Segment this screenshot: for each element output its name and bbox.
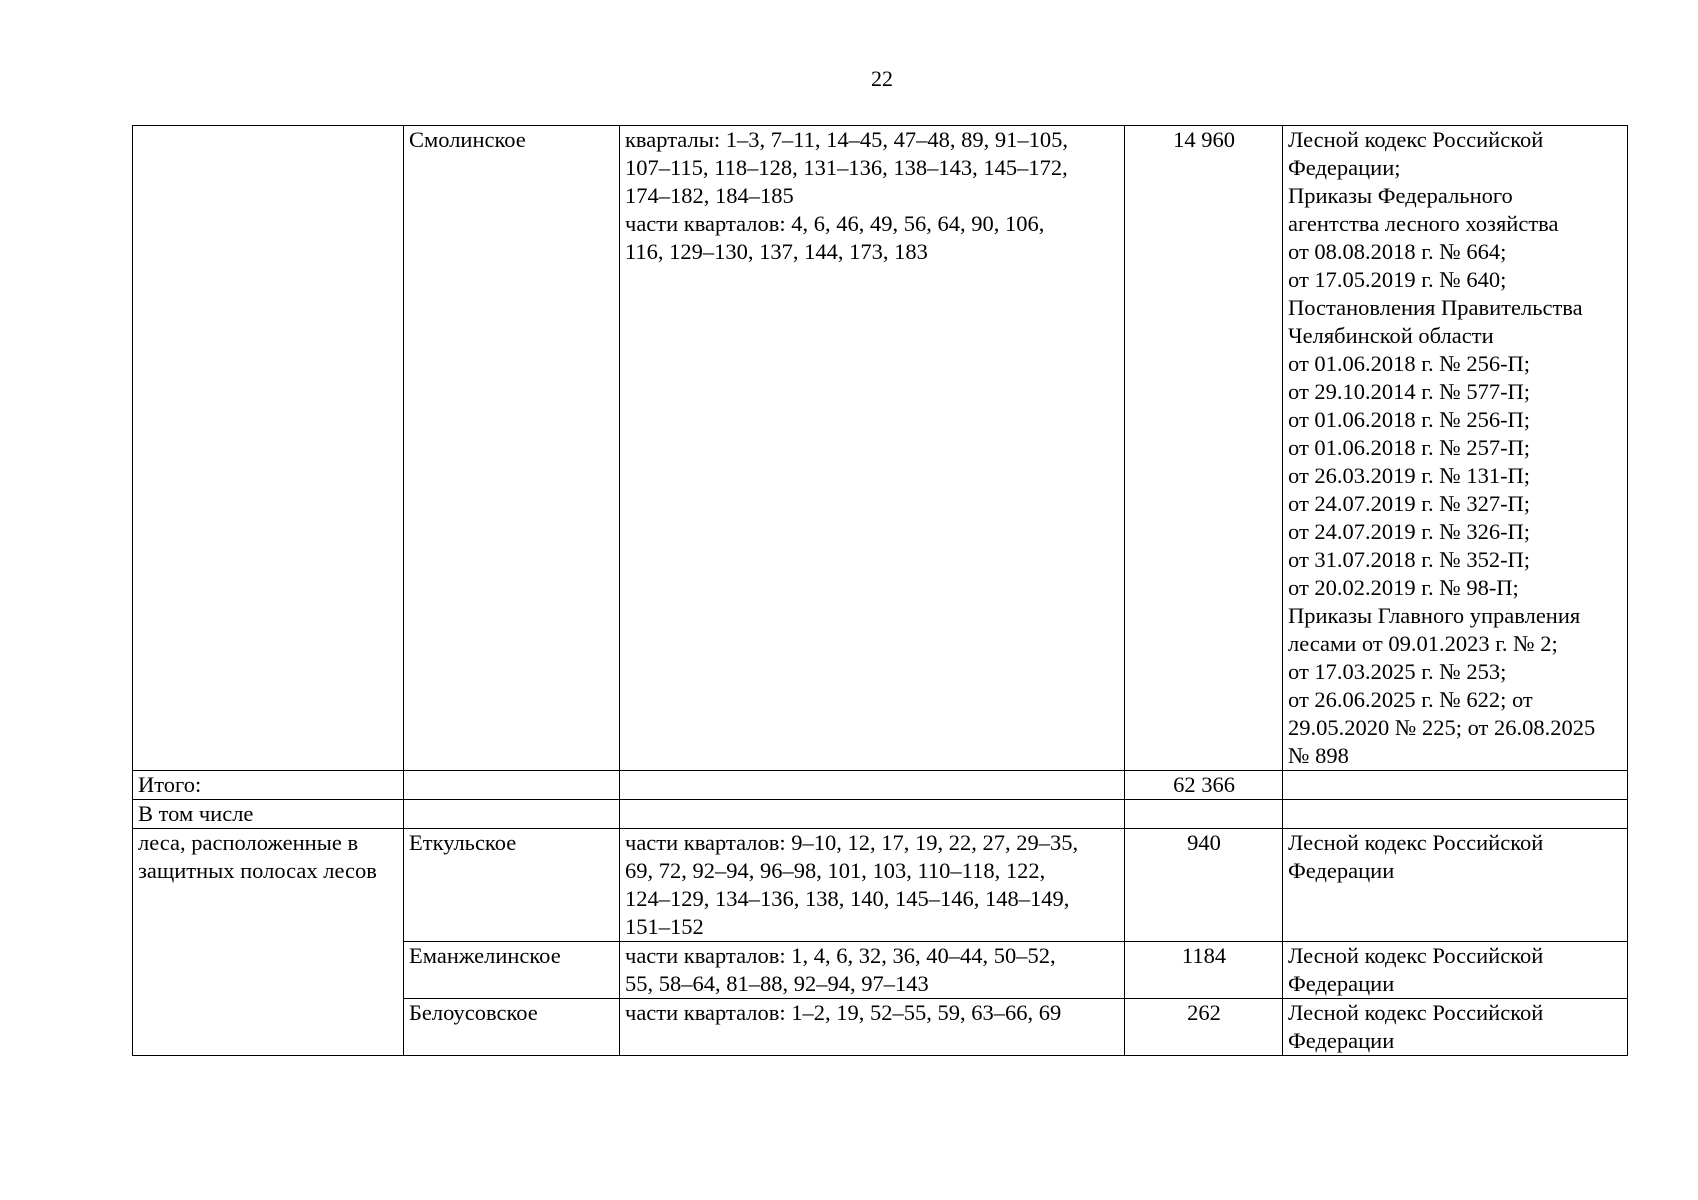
quarters-line: 124–129, 134–136, 138, 140, 145–146, 148–149, (625, 886, 1070, 911)
basis-line: от 01.06.2018 г. № 256-П; (1288, 351, 1531, 376)
basis-line: Лесной кодекс Российской (1288, 1000, 1544, 1025)
basis-line: 29.05.2020 № 225; от 26.08.2025 (1288, 715, 1596, 740)
forestry-cell: Еткульское (404, 829, 620, 942)
empty-cell (404, 771, 620, 800)
basis-line: Лесной кодекс Российской (1288, 127, 1544, 152)
basis-line: Федерации (1288, 1028, 1395, 1053)
basis-line: от 20.02.2019 г. № 98-П; (1288, 575, 1519, 600)
basis-line: агентства лесного хозяйства (1288, 211, 1559, 236)
basis-cell (1283, 999, 1628, 1056)
basis-line: от 01.06.2018 г. № 256-П; (1288, 407, 1531, 432)
quarters-line: части кварталов: 1, 4, 6, 32, 36, 40–44, 50–52, (625, 943, 1056, 968)
area-cell: 940 (1125, 829, 1283, 942)
quarters-line: 151–152 (625, 914, 704, 939)
area-cell: 262 (1125, 999, 1283, 1056)
basis-line: от 08.08.2018 г. № 664; (1288, 239, 1507, 264)
basis-line: Федерации (1288, 971, 1395, 996)
basis-line: Приказы Федерального (1288, 183, 1513, 208)
quarters-line: части кварталов: 9–10, 12, 17, 19, 22, 27, 29–35, (625, 830, 1079, 855)
basis-line: Постановления Правительства (1288, 295, 1583, 320)
quarters-line: 69, 72, 92–94, 96–98, 101, 103, 110–118, 122, (625, 858, 1046, 883)
quarters-cell (620, 999, 1125, 1056)
basis-line: от 26.06.2025 г. № 622; от (1288, 687, 1533, 712)
basis-line: от 24.07.2019 г. № 326-П; (1288, 519, 1531, 544)
table-row-total (133, 771, 1628, 800)
empty-cell (1283, 800, 1628, 829)
total-area: 62 366 (1125, 771, 1283, 800)
table-row-smolinskoe (133, 126, 1628, 771)
forest-table (132, 125, 1628, 1056)
quarters-line: части кварталов: 4, 6, 46, 49, 56, 64, 90, 106, (625, 211, 1045, 236)
forestry-cell: Белоусовское (404, 999, 620, 1056)
quarters-cell (620, 829, 1125, 942)
quarters-cell (620, 942, 1125, 999)
forestry-cell: Еманжелинское (404, 942, 620, 999)
quarters-line: 174–182, 184–185 (625, 183, 794, 208)
page-number: 22 (871, 66, 893, 91)
basis-line: от 29.10.2014 г. № 577-П; (1288, 379, 1531, 404)
basis-line: Федерации; (1288, 155, 1401, 180)
basis-line: Лесной кодекс Российской (1288, 943, 1544, 968)
table-row-etkulskoe (133, 829, 1628, 942)
quarters-line: 116, 129–130, 137, 144, 173, 183 (625, 239, 928, 264)
total-label: Итого: (133, 771, 404, 800)
basis-line: от 17.03.2025 г. № 253; (1288, 659, 1507, 684)
basis-line: лесами от 09.01.2023 г. № 2; (1288, 631, 1558, 656)
empty-cell (620, 800, 1125, 829)
basis-line: Лесной кодекс Российской (1288, 830, 1544, 855)
empty-cell (1125, 800, 1283, 829)
basis-line: Приказы Главного управления (1288, 603, 1581, 628)
forestry-cell: Смолинское (404, 126, 620, 771)
basis-cell (1283, 829, 1628, 942)
including-label: В том числе (133, 800, 404, 829)
quarters-line: 55, 58–64, 81–88, 92–94, 97–143 (625, 971, 929, 996)
area-cell: 1184 (1125, 942, 1283, 999)
area-cell: 14 960 (1125, 126, 1283, 771)
empty-cell (620, 771, 1125, 800)
basis-line: Челябинской области (1288, 323, 1494, 348)
protective-category-cell (133, 829, 404, 1056)
empty-cell (404, 800, 620, 829)
basis-line: от 17.05.2019 г. № 640; (1288, 267, 1507, 292)
basis-line: от 01.06.2018 г. № 257-П; (1288, 435, 1531, 460)
basis-cell (1283, 942, 1628, 999)
basis-line: от 24.07.2019 г. № 327-П; (1288, 491, 1531, 516)
quarters-line: части кварталов: 1–2, 19, 52–55, 59, 63–66, 69 (625, 1000, 1062, 1025)
quarters-line: кварталы: 1–3, 7–11, 14–45, 47–48, 89, 91–105, (625, 127, 1069, 152)
quarters-line: 107–115, 118–128, 131–136, 138–143, 145–172, (625, 155, 1068, 180)
table-row-including (133, 800, 1628, 829)
basis-line: № 898 (1288, 743, 1349, 768)
basis-line: от 26.03.2019 г. № 131-П; (1288, 463, 1531, 488)
basis-cell (1283, 126, 1628, 771)
quarters-cell (620, 126, 1125, 771)
category-line: защитных полосах лесов (138, 858, 377, 883)
category-line: леса, расположенные в (138, 830, 359, 855)
empty-cell (1283, 771, 1628, 800)
basis-line: Федерации (1288, 858, 1395, 883)
basis-line: от 31.07.2018 г. № 352-П; (1288, 547, 1531, 572)
category-cell (133, 126, 404, 771)
